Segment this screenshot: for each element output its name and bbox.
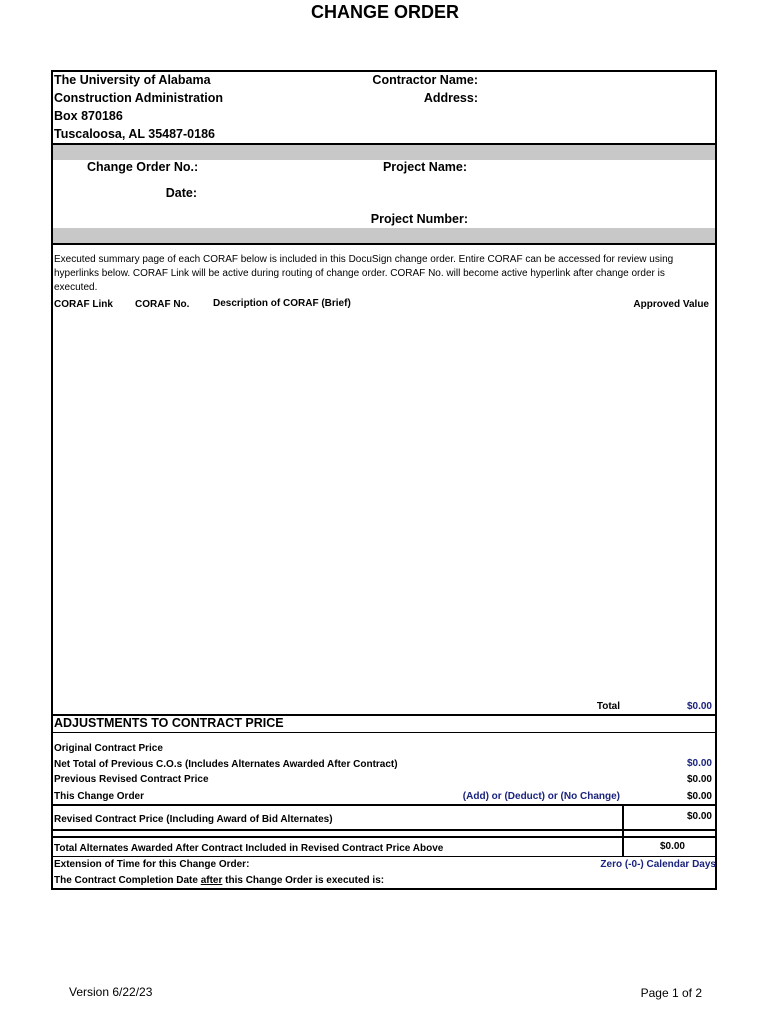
owner-box: Box 870186	[54, 109, 123, 123]
completion-label-text: The Contract Completion Date	[54, 875, 201, 886]
coraf-note: Executed summary page of each CORAF below is included in this DocuSign change order. Entire CORAF can be accessed for review using hyperlinks below. CORAF Link will be active during routing of change order. CORAF No. will become active hyperlink after change order is executed.	[54, 254, 674, 293]
project-name-label: Project Name:	[382, 160, 467, 174]
section-band	[53, 145, 715, 160]
net-previous-co-value: $0.00	[686, 758, 712, 769]
completion-label-emphasis: after	[200, 875, 223, 886]
owner-name: The University of Alabama	[54, 73, 211, 87]
contractor-address-label: Address:	[423, 91, 478, 105]
divider	[51, 243, 717, 245]
revised-contract-price-label: Revised Contract Price (Including Award of Bid Alternates)	[54, 814, 333, 825]
owner-city: Tuscaloosa, AL 35487-0186	[54, 127, 215, 141]
date-label: Date:	[165, 186, 197, 200]
change-type: (Add) or (Deduct) or (No Change)	[462, 791, 620, 802]
divider	[51, 836, 717, 838]
total-alternates-value: $0.00	[659, 841, 685, 852]
divider	[51, 829, 717, 831]
revised-contract-price-value: $0.00	[686, 811, 712, 822]
coraf-description-header: Description of CORAF (Brief)	[213, 298, 351, 309]
extension-of-time-label: Extension of Time for this Change Order:	[54, 859, 250, 870]
previous-revised-price-label: Previous Revised Contract Price	[54, 774, 209, 785]
completion-label-text: this Change Order is executed is:	[222, 875, 385, 886]
page-number: Page 1 of 2	[640, 986, 702, 1000]
change-order-no-label: Change Order No.:	[87, 160, 199, 174]
value-column-divider	[622, 804, 624, 829]
completion-date-label	[54, 875, 384, 886]
document-title: CHANGE ORDER	[310, 2, 459, 22]
coraf-no-header: CORAF No.	[135, 299, 190, 310]
approved-value-header: Approved Value	[633, 299, 709, 310]
coraf-total-label: Total	[596, 701, 620, 712]
adjustments-heading: ADJUSTMENTS TO CONTRACT PRICE	[54, 716, 284, 730]
contractor-name-label: Contractor Name:	[372, 73, 478, 87]
total-alternates-label: Total Alternates Awarded After Contract Included in Revised Contract Price Above	[54, 843, 444, 854]
divider	[51, 856, 717, 857]
project-number-label: Project Number:	[370, 212, 468, 226]
extension-of-time-value: Zero (-0-) Calendar Days	[600, 859, 716, 870]
owner-department: Construction Administration	[54, 91, 223, 105]
this-change-order-value: $0.00	[686, 791, 712, 802]
value-column-divider	[622, 829, 624, 857]
previous-revised-price-value: $0.00	[686, 774, 712, 785]
original-contract-price-label: Original Contract Price	[54, 743, 163, 754]
divider	[51, 732, 717, 733]
coraf-link-header: CORAF Link	[54, 299, 113, 310]
this-change-order-label: This Change Order	[54, 791, 145, 802]
divider	[51, 804, 717, 806]
version-label: Version 6/22/23	[69, 985, 153, 999]
section-band	[53, 228, 715, 243]
net-previous-co-label: Net Total of Previous C.O.s (Includes Alternates Awarded After Contract)	[54, 759, 398, 770]
coraf-total-value: $0.00	[686, 701, 712, 712]
